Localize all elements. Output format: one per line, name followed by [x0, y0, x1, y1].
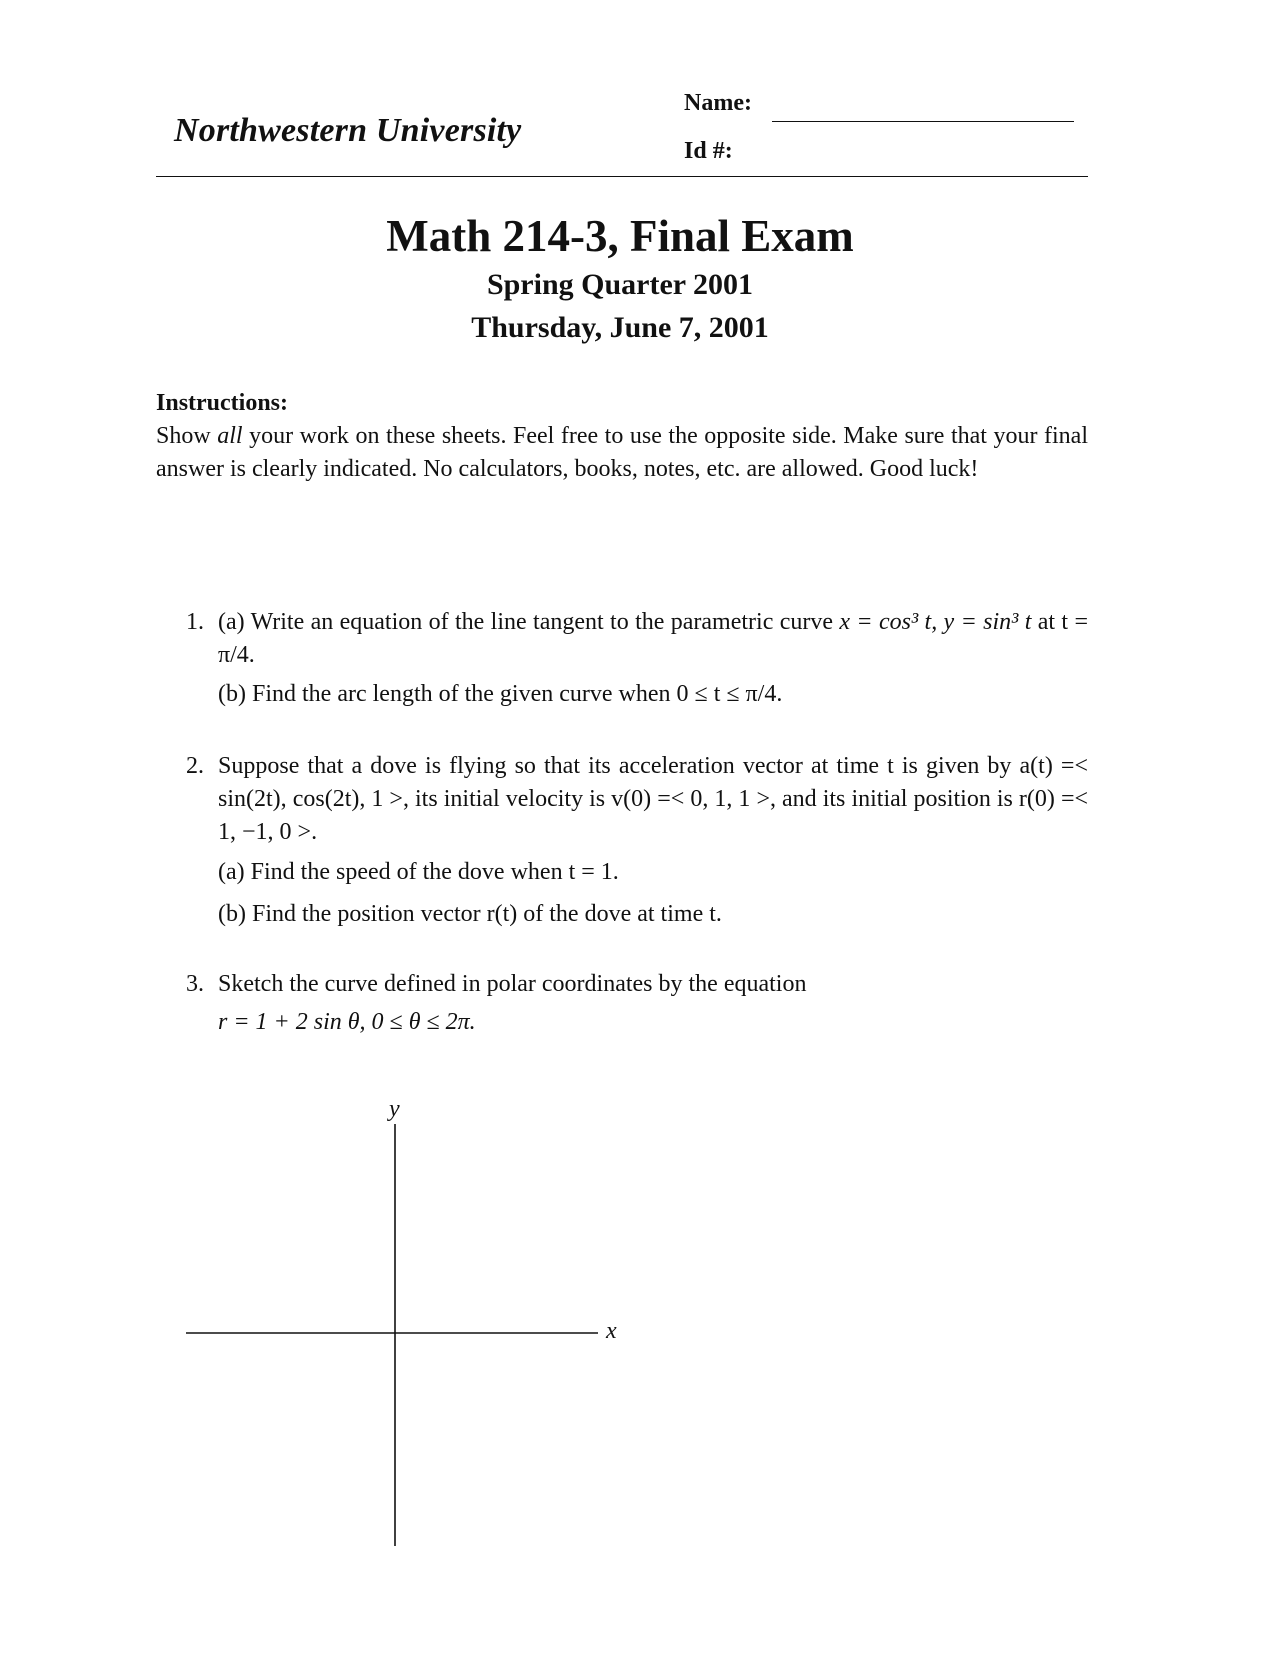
problem-2a: (a) Find the speed of the dove when t = 1.: [218, 859, 619, 885]
y-axis-label: y: [389, 1096, 400, 1122]
problem-1b: (b) Find the arc length of the given curve when 0 ≤ t ≤ π/4.: [218, 681, 783, 707]
problem-number: 1.: [186, 609, 204, 635]
exam-title: Math 214-3, Final Exam: [386, 211, 854, 261]
problem-number: 2.: [186, 753, 204, 779]
name-label: Name:: [684, 90, 752, 116]
x-axis-label: x: [606, 1318, 617, 1344]
problem-3-equation: r = 1 + 2 sin θ, 0 ≤ θ ≤ 2π.: [218, 1009, 476, 1035]
problem-1a: (a) Write an equation of the line tangent to the parametric curve x = cos³ t, y = sin³ t at t = π/4.: [218, 609, 1088, 668]
problem-3-statement: Sketch the curve defined in polar coordinates by the equation: [218, 971, 807, 997]
university-name: Northwestern University: [174, 112, 522, 149]
exam-term: Spring Quarter 2001: [486, 268, 754, 301]
instructions-heading: Instructions:: [156, 390, 289, 416]
id-label: Id #:: [684, 138, 733, 164]
problem-2b: (b) Find the position vector r(t) of the dove at time t.: [218, 901, 722, 927]
exam-date: Thursday, June 7, 2001: [471, 311, 769, 344]
instructions-text: Show all your work on these sheets. Feel free to use the opposite side. Make sure that your final answer is clearly indicated. No calculators, books, notes, etc. are allowed. Good luck!: [156, 423, 1088, 482]
problem-number: 3.: [186, 971, 204, 997]
problem-2-statement: Suppose that a dove is flying so that its acceleration vector at time t is given by a(t) =< sin(2t), cos(2t), 1 >, its initial velocity is v(0) =< 0, 1, 1 >, and its initial position is r(0) =< 1, −1, 0 >.: [218, 753, 1089, 845]
